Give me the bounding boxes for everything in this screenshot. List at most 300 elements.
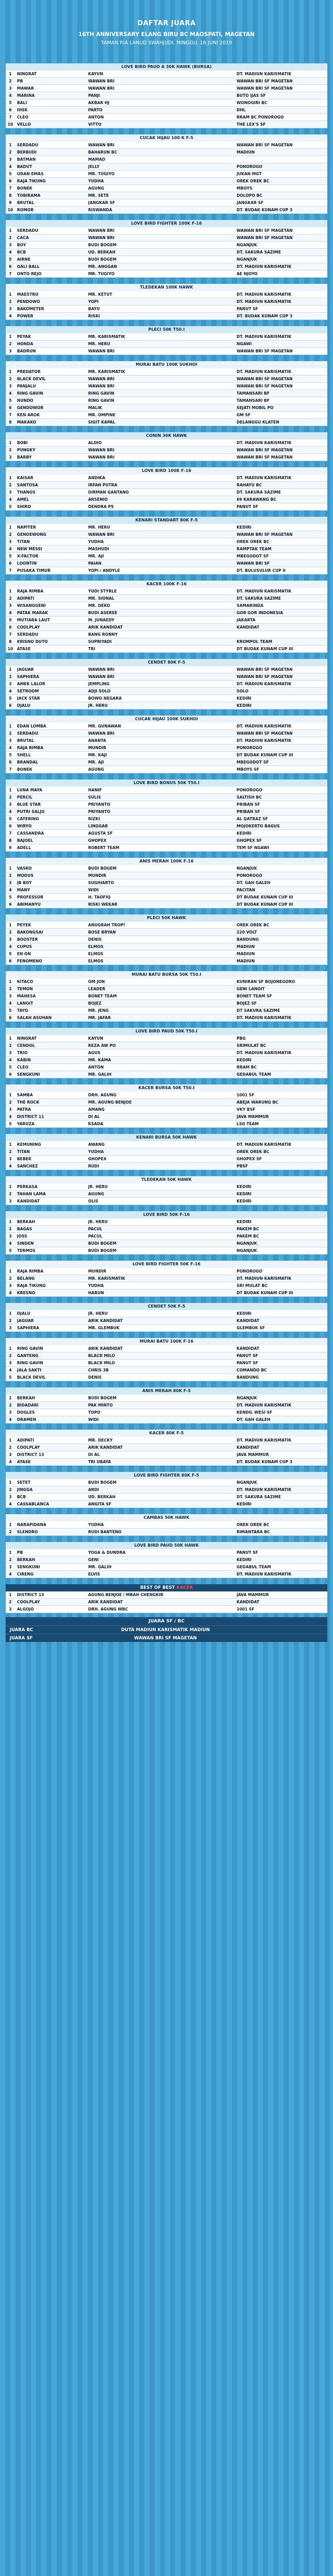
table-row (6, 482, 327, 489)
table-row (6, 1395, 327, 1402)
owner-cell: BLACK MILO (88, 1353, 115, 1358)
owner-cell: BUDI BOGEM (88, 1480, 116, 1485)
bird-name-cell: MODUS (17, 873, 34, 878)
table-row (6, 1148, 327, 1156)
rank-cell: 3 (9, 738, 12, 743)
rank-cell: 9 (9, 845, 12, 850)
rank-cell: 2 (9, 1043, 12, 1048)
table-row (6, 454, 327, 461)
table-row (6, 439, 327, 447)
table-row (6, 114, 327, 121)
rank-cell: 3 (9, 1452, 12, 1457)
section-title: MURAI BATU 100K F-16 (6, 1338, 327, 1345)
rank-cell: 5 (9, 100, 12, 105)
bird-name-cell: LUNA MAYA (17, 788, 42, 792)
bird-name-cell: BRUTAL (17, 738, 35, 743)
rank-cell: 3 (9, 1326, 12, 1330)
rank-cell: 4 (9, 547, 12, 551)
bird-name-cell: CLEO (17, 1065, 29, 1070)
club-cell: WAWAN BRI SF MAGETAN (237, 667, 293, 672)
owner-cell: AKBAR HJ (88, 100, 110, 105)
table-row (6, 901, 327, 908)
table-row (6, 1451, 327, 1459)
table-row (6, 1049, 327, 1057)
table-row (6, 496, 327, 503)
rank-cell: 3 (9, 880, 12, 885)
bird-name-cell: MAKAKO (17, 420, 37, 425)
bird-name-cell: BERKAH (17, 1219, 35, 1224)
bird-name-cell: BADRUN (17, 349, 36, 353)
club-cell: JANGKAR SF (237, 200, 264, 205)
result-section (6, 1338, 327, 1381)
rank-cell: 7 (9, 186, 12, 191)
table-row (6, 872, 327, 879)
club-cell: WAWAN BRI SF MAGETAN (237, 448, 293, 452)
rank-cell: 3 (9, 937, 12, 942)
owner-cell: DENDRA PS (88, 504, 114, 509)
owner-cell: ADJI SOLO (88, 689, 111, 693)
owner-cell: WAWAN BRI (88, 377, 114, 381)
table-row (6, 1218, 327, 1226)
rank-cell: 3 (9, 384, 12, 388)
club-cell: KANDIDAT (237, 1318, 260, 1323)
bird-name-cell: THE ROCK (17, 1100, 40, 1105)
rank-cell: 2 (9, 731, 12, 736)
club-cell: DT. BULUSULUR CUP II (237, 568, 286, 573)
club-cell: DT BUDAK KUNAM CUP III (237, 647, 293, 651)
table-row (6, 348, 327, 355)
rank-cell: 4 (9, 391, 12, 396)
table-row (6, 1310, 327, 1317)
rank-cell: 5 (9, 696, 12, 701)
bird-name-cell: DISTRICT 13 (17, 1452, 44, 1457)
section-title: LOVE BIRD 50K F-16 (6, 1211, 327, 1218)
owner-cell: MR. AGUNG BENJOE (88, 1100, 132, 1105)
owner-cell: M. JUNAEDY (88, 618, 114, 622)
owner-cell: ARIK KANDIDAT (88, 1346, 123, 1351)
bird-name-cell: DRAMEN (17, 1417, 37, 1422)
bird-name-cell: BLACK DEVIL (17, 377, 46, 381)
table-row (6, 1444, 327, 1451)
result-section (6, 1084, 327, 1128)
owner-cell: BAYU (88, 307, 100, 311)
owner-cell: BAHARUN BC (88, 150, 118, 155)
club-cell: WAWAN BRI SF MAGETAN (237, 455, 293, 460)
table-row (6, 1416, 327, 1423)
table-row (6, 695, 327, 702)
owner-cell: MR. KARISMATIK (88, 334, 125, 339)
club-cell: PANUT SF (237, 1361, 258, 1365)
overall-champion-row (6, 1625, 327, 1634)
table-row (6, 1374, 327, 1381)
club-cell: DT. SAKURA SAZIME (237, 250, 281, 255)
owner-cell: ANGITA SF (88, 1502, 112, 1506)
bird-name-cell: BOY (17, 243, 26, 247)
rank-cell: 5 (9, 895, 12, 900)
bird-name-cell: AMEL (17, 497, 29, 502)
section-title: KENARI BURSA 50K HAWK (6, 1134, 327, 1141)
table-row (6, 1163, 327, 1170)
rank-cell: 2 (9, 930, 12, 935)
rank-cell: 5 (9, 398, 12, 403)
rank-cell: 3 (9, 603, 12, 608)
rank-cell: 3 (9, 1234, 12, 1239)
table-row (6, 1183, 327, 1191)
club-cell: DT. MADIUN KARISMATIK (237, 1438, 292, 1443)
rank-cell: 6 (9, 703, 12, 708)
club-cell: PANUT SF (237, 1353, 258, 1358)
result-section (6, 914, 327, 965)
rank-cell: 5 (9, 1375, 12, 1380)
bird-name-cell: GALI BALL (17, 264, 40, 269)
bird-name-cell: BERKAH (17, 1557, 35, 1562)
owner-cell: MUNDIR (88, 1269, 107, 1274)
bird-name-cell: DISTRICT 11 (17, 1114, 44, 1119)
club-cell: GEDABUL TEAM (237, 1565, 271, 1569)
bird-name-cell: DOGLES (17, 1410, 35, 1415)
table-row (6, 142, 327, 149)
bird-name-cell: ONTO REJO (17, 272, 42, 276)
bird-name-cell: JINGGA (17, 1487, 33, 1492)
table-row (6, 1000, 327, 1007)
owner-cell: JR. HERU (88, 1184, 108, 1189)
table-row (6, 1556, 327, 1564)
club-cell: DT. MADIUN KARISMATIK (237, 369, 292, 374)
owner-cell: BUDI BOGEM (88, 243, 116, 247)
table-row (6, 631, 327, 638)
owner-cell: CHRIS 3B (88, 1368, 109, 1372)
owner-cell: MAMAD (88, 157, 106, 162)
rank-cell: 3 (9, 455, 12, 460)
rank-cell: 8 (9, 193, 12, 198)
club-cell: GM SF (237, 413, 251, 417)
bird-name-cell: PUNGKY (17, 448, 36, 452)
club-cell: JAVA MAMMUR (237, 1114, 269, 1119)
rank-cell: 8 (9, 838, 12, 843)
owner-cell: BUDI BOGEM (88, 866, 116, 871)
club-cell: WAWAN BRI SF MAGETAN (237, 235, 293, 240)
rank-cell: 5 (9, 952, 12, 956)
owner-cell: RIZKI (88, 817, 100, 821)
owner-cell: ELMOS (88, 944, 104, 949)
owner-cell: MR. GALIH (88, 1072, 112, 1077)
rank-cell: 10 (7, 122, 13, 127)
owner-cell: MUNDIR (88, 873, 107, 878)
table-row (6, 588, 327, 595)
owner-cell: KAYUN (88, 1036, 104, 1041)
bird-name-cell: KEMUNING (17, 1142, 41, 1147)
section-title: LOVE BIRD FIGHTER 80K F-5 (6, 1472, 327, 1479)
rank-cell: 2 (9, 1557, 12, 1562)
owner-cell: ANANTA (88, 738, 106, 743)
rank-cell: 2 (9, 1530, 12, 1534)
bird-name-cell: PUTRI SALJU (17, 809, 45, 814)
table-row (6, 333, 327, 341)
rank-cell: 1 (9, 979, 12, 984)
club-cell: NGANJUK (237, 257, 257, 262)
bird-name-cell: KABIN (17, 1058, 31, 1062)
best-of-best-title (6, 1584, 327, 1591)
table-row (6, 92, 327, 99)
table-row (6, 412, 327, 419)
bird-name-cell: BAJOEL (17, 838, 33, 843)
club-cell: NGANJUK (237, 866, 257, 871)
club-cell: WAWAN BRI SF MAGETAN (237, 79, 293, 83)
bird-name-cell: BARBY (17, 455, 32, 460)
owner-cell: WAWAN BRI (88, 667, 114, 672)
result-section (6, 858, 327, 908)
table-row (6, 78, 327, 85)
owner-cell: TRI UBAYA (88, 1460, 111, 1464)
bird-name-cell: BEBEK (17, 1157, 31, 1161)
table-row (6, 879, 327, 887)
bird-name-cell: JOSS (17, 1234, 27, 1239)
best-of-best-section (6, 1584, 327, 1613)
club-cell: DT. MADIUN KARISMATIK (237, 334, 292, 339)
club-cell: MOJOKERTO BAGUS (237, 824, 280, 828)
bird-name-cell: LOONTIN (17, 561, 37, 566)
club-cell: AL QATRAZ SF (237, 817, 268, 821)
bird-name-cell: PATRA (17, 1107, 31, 1112)
result-section (6, 63, 327, 128)
rank-cell: 3 (9, 307, 12, 311)
bird-name-cell: BAKOMETER (17, 307, 44, 311)
result-section (6, 361, 327, 426)
bird-name-cell: ROMOR (17, 208, 34, 212)
club-cell: NGAWI (237, 342, 252, 346)
club-cell: KROMPOL TEAM (237, 639, 273, 644)
club-cell: COMANDO BC (237, 1368, 267, 1372)
result-section (6, 716, 327, 773)
club-cell: KEDIRI (237, 696, 252, 701)
rank-cell: 2 (9, 1445, 12, 1450)
result-section (6, 1261, 327, 1297)
owner-cell: RISKI WEKAR (88, 902, 118, 907)
club-cell: RRAM BC (237, 1065, 257, 1070)
owner-cell: JR. HERU (88, 703, 108, 708)
section-title: CENDET 50K F-5 (6, 1303, 327, 1310)
owner-cell: MASHUDI (88, 547, 109, 551)
bird-name-cell: BERKAH (17, 1396, 35, 1400)
bird-name-cell: PROFESSOR (17, 895, 44, 900)
rank-cell: 1 (9, 1142, 12, 1147)
table-row (6, 1233, 327, 1240)
bird-name-cell: ATASE (17, 647, 31, 651)
rank-cell: 2 (9, 299, 12, 304)
table-row (6, 503, 327, 511)
table-row (6, 171, 327, 178)
best-of-best-label: BEST OF BEST (140, 1585, 177, 1590)
rank-cell: 10 (7, 208, 13, 212)
section-title: LOVE BIRD FIGHTER 100K F-16 (6, 220, 327, 227)
section-title: TLEDEKAN 50K HAWK (6, 1176, 327, 1183)
table-row (6, 1141, 327, 1148)
club-cell: KEDIRI (237, 1557, 252, 1562)
rank-cell: 4 (9, 809, 12, 814)
table-row (6, 524, 327, 531)
rank-cell: 3 (9, 490, 12, 495)
rank-cell: 7 (9, 272, 12, 276)
result-section (6, 1542, 327, 1578)
table-row (6, 1437, 327, 1444)
club-cell: LSG TEAM (237, 1122, 259, 1126)
club-cell: OREK OREK BC (237, 539, 270, 544)
rank-cell: 3 (9, 802, 12, 807)
rank-cell: 1 (9, 143, 12, 147)
result-section (6, 220, 327, 278)
rank-cell: 1 (9, 1311, 12, 1316)
bird-name-cell: BAGAS (17, 1227, 32, 1231)
table-row (6, 702, 327, 709)
club-cell: KEDIRI (237, 703, 252, 708)
club-cell: KEDIRI (237, 525, 252, 530)
bird-name-cell: NAPITER (17, 525, 36, 530)
bird-name-cell: NARAPIDANA (17, 1522, 46, 1527)
club-cell: DELANGGU KLATEN (237, 420, 279, 425)
owner-cell: WAWAN BRI (88, 448, 114, 452)
bird-name-cell: TITAN (17, 539, 30, 544)
section-title: ANIS MERAH 100K F-16 (6, 858, 327, 865)
bird-name-cell: COOLPLAY (17, 1600, 40, 1604)
table-row (6, 986, 327, 993)
bird-name-cell: X-FACTOR (17, 554, 39, 558)
club-cell: DT. MADIUN KARISMATIK (237, 724, 292, 728)
bird-name-cell: MAESTRO (17, 292, 39, 297)
club-cell: DT BUDAK KUNAM CUP III (237, 895, 293, 900)
rank-cell: 1 (9, 923, 12, 927)
table-row (6, 624, 327, 631)
section-title: MURAI BATU 100K SUKHOI (6, 361, 327, 368)
owner-cell: ELVIS (88, 1572, 101, 1577)
owner-cell: MR. OMPINE (88, 413, 116, 417)
overall-champion-row (6, 1634, 327, 1642)
result-section (6, 1303, 327, 1332)
table-row (6, 192, 327, 199)
owner-cell: BONET TEAM (88, 994, 117, 998)
club-cell: WAWAN BRI SF MAGETAN (237, 228, 293, 233)
table-row (6, 178, 327, 185)
table-row (6, 185, 327, 192)
club-cell: JUKAN MGT (237, 172, 262, 176)
owner-cell: BUDI ASEREE (88, 611, 118, 615)
owner-cell: ARIK KANDIDAT (88, 1318, 123, 1323)
bird-name-cell: BOOSTER (17, 937, 38, 942)
club-cell: TEM SF NGAWI (237, 845, 270, 850)
club-cell: NGANJUK (237, 1248, 257, 1253)
owner-cell: ARDI (88, 1487, 99, 1492)
club-cell: KANDIDAT (237, 1600, 260, 1604)
rank-cell: 1 (9, 1184, 12, 1189)
rank-cell: 3 (9, 1607, 12, 1612)
bird-name-cell: BCB (17, 1495, 26, 1499)
owner-cell: WAWAN BRI (88, 532, 114, 537)
club-cell: PBG (237, 1036, 246, 1041)
club-cell: OREK OREK BC (237, 1149, 270, 1154)
owner-cell: DI AL (88, 1452, 100, 1457)
owner-cell: DIRMAN GANTANG (88, 490, 129, 495)
bird-name-cell: NINGRAT (17, 1036, 37, 1041)
club-cell: 220 VOLT (237, 930, 257, 935)
bird-name-cell: BRUTAL (17, 200, 35, 205)
bird-name-cell: BONEK (17, 767, 32, 772)
table-row (6, 1247, 327, 1255)
owner-cell: AGUNG (88, 767, 104, 772)
table-row (6, 1564, 327, 1571)
table-row (6, 723, 327, 730)
rank-cell: 6 (9, 264, 12, 269)
club-cell: DT BUDAK KUNAM CUP III (237, 902, 293, 907)
club-cell: DT. GAH GALEH (237, 880, 271, 885)
bird-name-cell: BATMAN (17, 157, 36, 162)
bird-name-cell: RAJA TIKUNG (17, 179, 46, 183)
rank-cell: 4 (9, 888, 12, 892)
club-cell: WONOGIRI BC (237, 100, 268, 105)
bird-name-cell: PEYAK (17, 334, 31, 339)
table-row (6, 646, 327, 653)
club-cell: MADIUN (237, 952, 255, 956)
rank-cell: 6 (9, 1072, 12, 1077)
club-cell: GEDABUL TEAM (237, 1072, 271, 1077)
club-cell: KANDIDAT (237, 1445, 260, 1450)
rank-cell: 5 (9, 257, 12, 262)
table-row (6, 1275, 327, 1282)
owner-cell: YUDHA (88, 1149, 104, 1154)
rank-cell: 1 (9, 1592, 12, 1597)
club-cell: BANDUNG (237, 937, 259, 942)
owner-cell: SIGIT KAPAL (88, 420, 115, 425)
owner-cell: DENIS (88, 937, 102, 942)
bird-name-cell: JAGUAR (17, 667, 34, 672)
club-cell: JAKARTA (237, 618, 256, 622)
table-row (6, 887, 327, 894)
bird-name-cell: SENGKUNI (17, 1072, 40, 1077)
bird-name-cell: SLENDRO (17, 1530, 38, 1534)
section-title: CENDET 80K F-5 (6, 659, 327, 666)
table-row (6, 837, 327, 844)
club-cell: PONOROGO (237, 1269, 262, 1274)
table-row (6, 1521, 327, 1529)
club-cell: NGANJUK (237, 243, 257, 247)
club-cell: DT. GAH GALEH (237, 1417, 271, 1422)
owner-cell: AGUSTA SF (88, 831, 113, 836)
bird-name-cell: SERDADU (17, 632, 39, 637)
bird-name-cell: GENDOWOR (17, 405, 44, 410)
table-row (6, 1501, 327, 1508)
table-row (6, 227, 327, 234)
rank-cell: 4 (9, 1114, 12, 1119)
table-row (6, 609, 327, 617)
rank-cell: 9 (9, 200, 12, 205)
bird-name-cell: SERDADU (17, 143, 39, 147)
table-row (6, 447, 327, 454)
owner-cell: MR. ANGGAN (88, 264, 118, 269)
owner-cell: AGUS (88, 1050, 101, 1055)
bird-name-cell: CACA (17, 235, 29, 240)
club-cell: MBOYS SF (237, 767, 259, 772)
club-cell: PRIBAN SF (237, 802, 260, 807)
club-cell: DT. MADIUN KARISMATIK (237, 682, 292, 686)
owner-cell: MR. KAJI (88, 753, 107, 757)
event-title: 16TH ANNIVERSARY ELANG BIRU BC MAOSPATI, MAGETAN (78, 31, 255, 38)
club-cell: DT. MADIUN KARISMATIK (237, 72, 292, 76)
table-row (6, 752, 327, 759)
club-cell: KEDIRI (237, 831, 252, 836)
owner-cell: WAWAN BRI (88, 143, 114, 147)
owner-cell: WAWAN BRI (88, 384, 114, 388)
rank-cell: 4 (9, 689, 12, 693)
bird-name-cell: NINGRAT (17, 72, 37, 76)
overall-champion-title: JUARA SF / BC (6, 1617, 327, 1625)
